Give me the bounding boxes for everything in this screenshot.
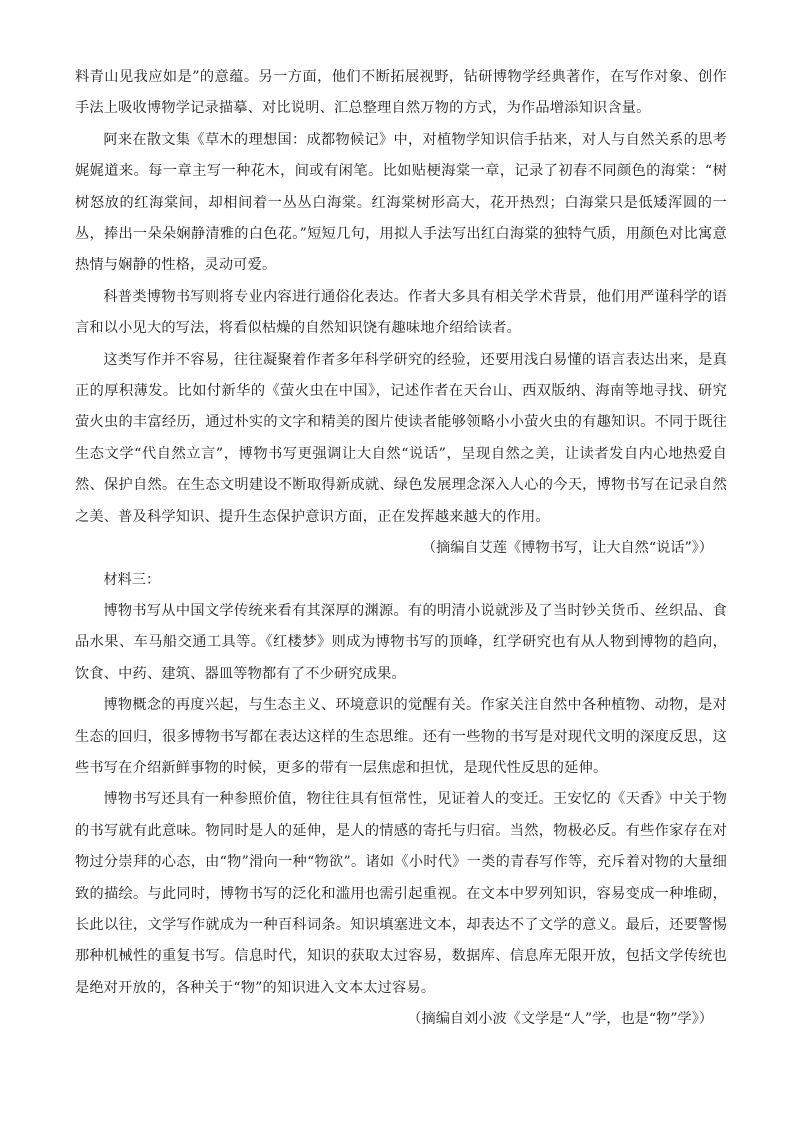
paragraph: 博物书写还具有一种参照价值，物往往具有恒常性，见证着人的变迁。王安忆的《天香》中关于物的书写就有此意味。物同时是人的延伸，是人的情感的寄托与归宿。当然，物极必反。有些作家存在对物过分崇拜的心态，由“物”滑向一种“物欲”。诸如《小时代》一类的青春写作等，充斥着对物的大量细致的描绘。与此同时，博物书写的泛化和滥用也需引起重视。在文本中罗列知识，容易变成一种堆砌，长此以往，文学写作就成为一种百科词条。知识填塞进文本，却表达不了文学的意义。最后，还要警惕那种机械性的重复书写。信息时代，知识的获取太过容易，数据库、信息库无限开放，包括文学传统也是绝对开放的，各种关于“物”的知识进入文本太过容易。 <box>75 791 727 996</box>
paragraph: 科普类博物书写则将专业内容进行通俗化表达。作者大多具有相关学术背景，他们用严谨科学的语言和以小见大的写法，将看似枯燥的自然知识饶有趣味地介绍给读者。 <box>75 288 727 337</box>
document-page <box>75 62 727 1036</box>
paragraph: 阿来在散文集《草木的理想国：成都物候记》中，对植物学知识信手拈来，对人与自然关系的思考娓娓道来。每一章主写一种花木，间或有闲笔。比如贴梗海棠一章，记录了初春不同颜色的海棠：“树树怒放的红海棠间，却相间着一丛丛白海棠。红海棠树形高大，花开热烈；白海棠只是低矮浑圆的一丛，捧出一朵朵娴静清雅的白色花。”短短几句，用拟人手法写出红白海棠的独特气质，用颜色对比寓意热情与娴静的性格，灵动可爱。 <box>75 131 727 274</box>
source-citation: （摘编自刘小波《文学是“人”学，也是“物”学》） <box>407 1011 713 1028</box>
paragraph: 这类写作并不容易，往往凝聚着作者多年科学研究的经验，还要用浅白易懂的语言表达出来，是真正的厚积薄发。比如付新华的《萤火虫在中国》，记述作者在天台山、西双版纳、海南等地寻找、研究萤火虫的丰富经历，通过朴实的文字和精美的图片使读者能够领略小小萤火虫的有趣知识。不同于既往生态文学“代自然立言”，博物书写更强调让大自然“说话”，呈现自然之美，让读者发自内心地热爱自然、保护自然。在生态文明建设不断取得新成就、绿色发展理念深入人心的今天，博物书写在记录自然之美、普及科学知识、提升生态保护意识方面，正在发挥越来越大的作用。 <box>75 351 727 525</box>
section-heading: 材料三： <box>103 571 161 588</box>
paragraph: 博物概念的再度兴起，与生态主义、环境意识的觉醒有关。作家关注自然中各种植物、动物，是对生态的回归，很多博物书写都在表达这样的生态思维。还有一些物的书写是对现代文明的深度反思，这些书写在介绍新鲜事物的时候，更多的带有一层焦虑和担忧，是现代性反思的延伸。 <box>75 697 727 776</box>
source-citation: （摘编自艾莲《博物书写，让大自然“说话”》） <box>421 540 713 557</box>
paragraph: 料青山见我应如是”的意蕴。另一方面，他们不断拓展视野，钻研博物学经典著作，在写作对象、创作手法上吸收博物学记录描摹、对比说明、汇总整理自然万物的方式，为作品增添知识含量。 <box>75 69 727 117</box>
paragraph: 博物书写从中国文学传统来看有其深厚的渊源。有的明清小说就涉及了当时钞关货币、丝织品、食品水果、车马船交通工具等。《红楼梦》则成为博物书写的顶峰，红学研究也有从人物到博物的趋向，饮食、中药、建筑、器皿等物都有了不少研究成果。 <box>75 602 727 682</box>
